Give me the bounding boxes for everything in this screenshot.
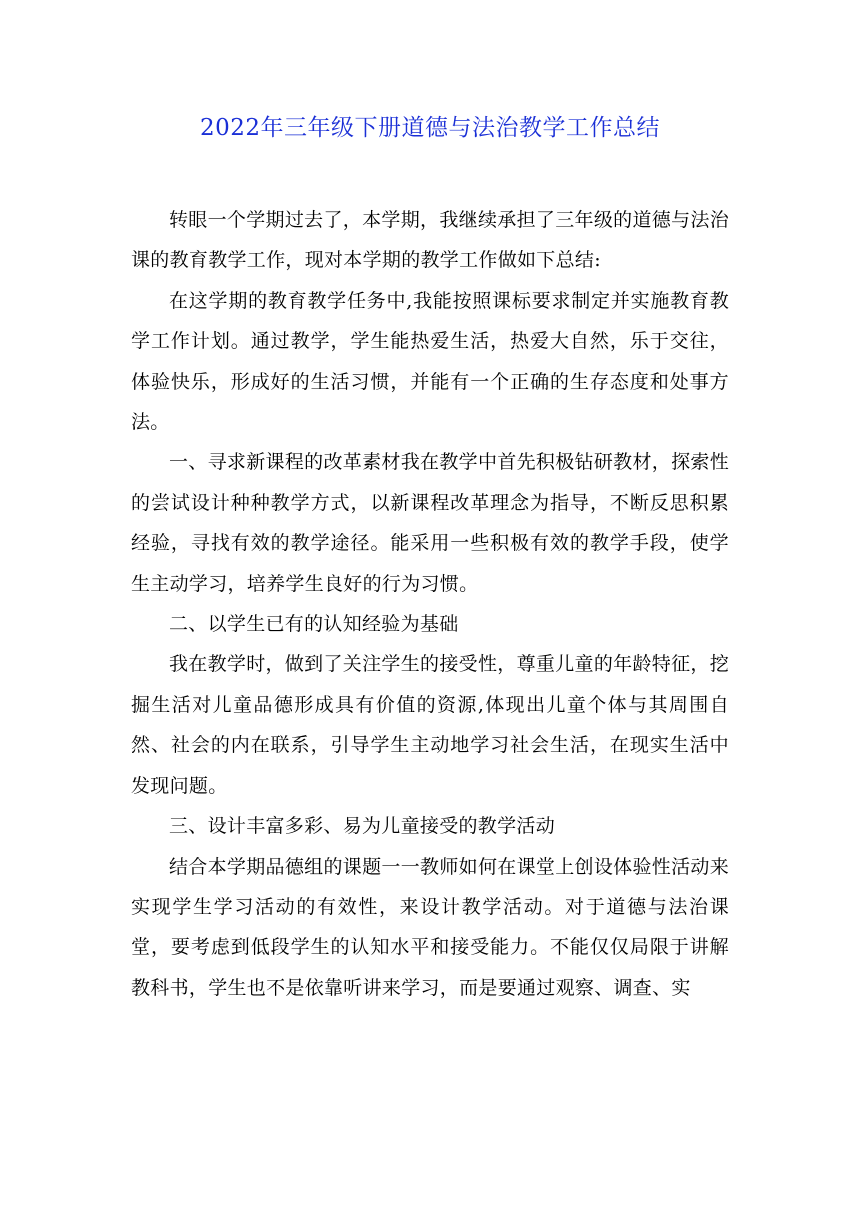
paragraph-intro: 转眼一个学期过去了，本学期，我继续承担了三年级的道德与法治课的教育教学工作，现对本学期的教学工作做如下总结: xyxy=(131,209,729,272)
paragraph-section-2: 我在教学时，做到了关注学生的接受性，尊重儿童的年龄特征，挖掘生活对儿童品德形成具有价值的资源,体现出儿童个体与其周围自然、社会的内在联系，引导学生主动地学习社会生活，在现实生活中发现问题。 xyxy=(131,653,729,797)
document-title: 2022年三年级下册道德与法治教学工作总结 xyxy=(199,115,661,141)
document-body xyxy=(131,200,729,1008)
heading-section-2: 二、以学生已有的认知经验为基础 xyxy=(169,613,459,636)
paragraph-section-3: 结合本学期品德组的课题一一教师如何在课堂上创设体验性活动来实现学生学习活动的有效性，来设计教学活动。对于道德与法治课堂，要考虑到低段学生的认知水平和接受能力。不能仅仅局限于讲解教科书，学生也不是依靠听讲来学习，而是要通过观察、调查、实 xyxy=(131,855,729,999)
paragraph-plan: 在这学期的教育教学任务中,我能按照课标要求制定并实施教育教学工作计划。通过教学，学生能热爱生活，热爱大自然，乐于交往，体验快乐，形成好的生活习惯，并能有一个正确的生存态度和处事方法。 xyxy=(131,289,729,434)
paragraph-section-1: 一、寻求新课程的改革素材我在教学中首先积极钻研教材，探索性的尝试设计种种教学方式，以新课程改革理念为指导，不断反思积累经验，寻找有效的教学途径。能采用一些积极有效的教学手段，使学生主动学习，培养学生良好的行为习惯。 xyxy=(131,451,729,595)
heading-section-3: 三、设计丰富多彩、易为儿童接受的教学活动 xyxy=(169,815,556,838)
